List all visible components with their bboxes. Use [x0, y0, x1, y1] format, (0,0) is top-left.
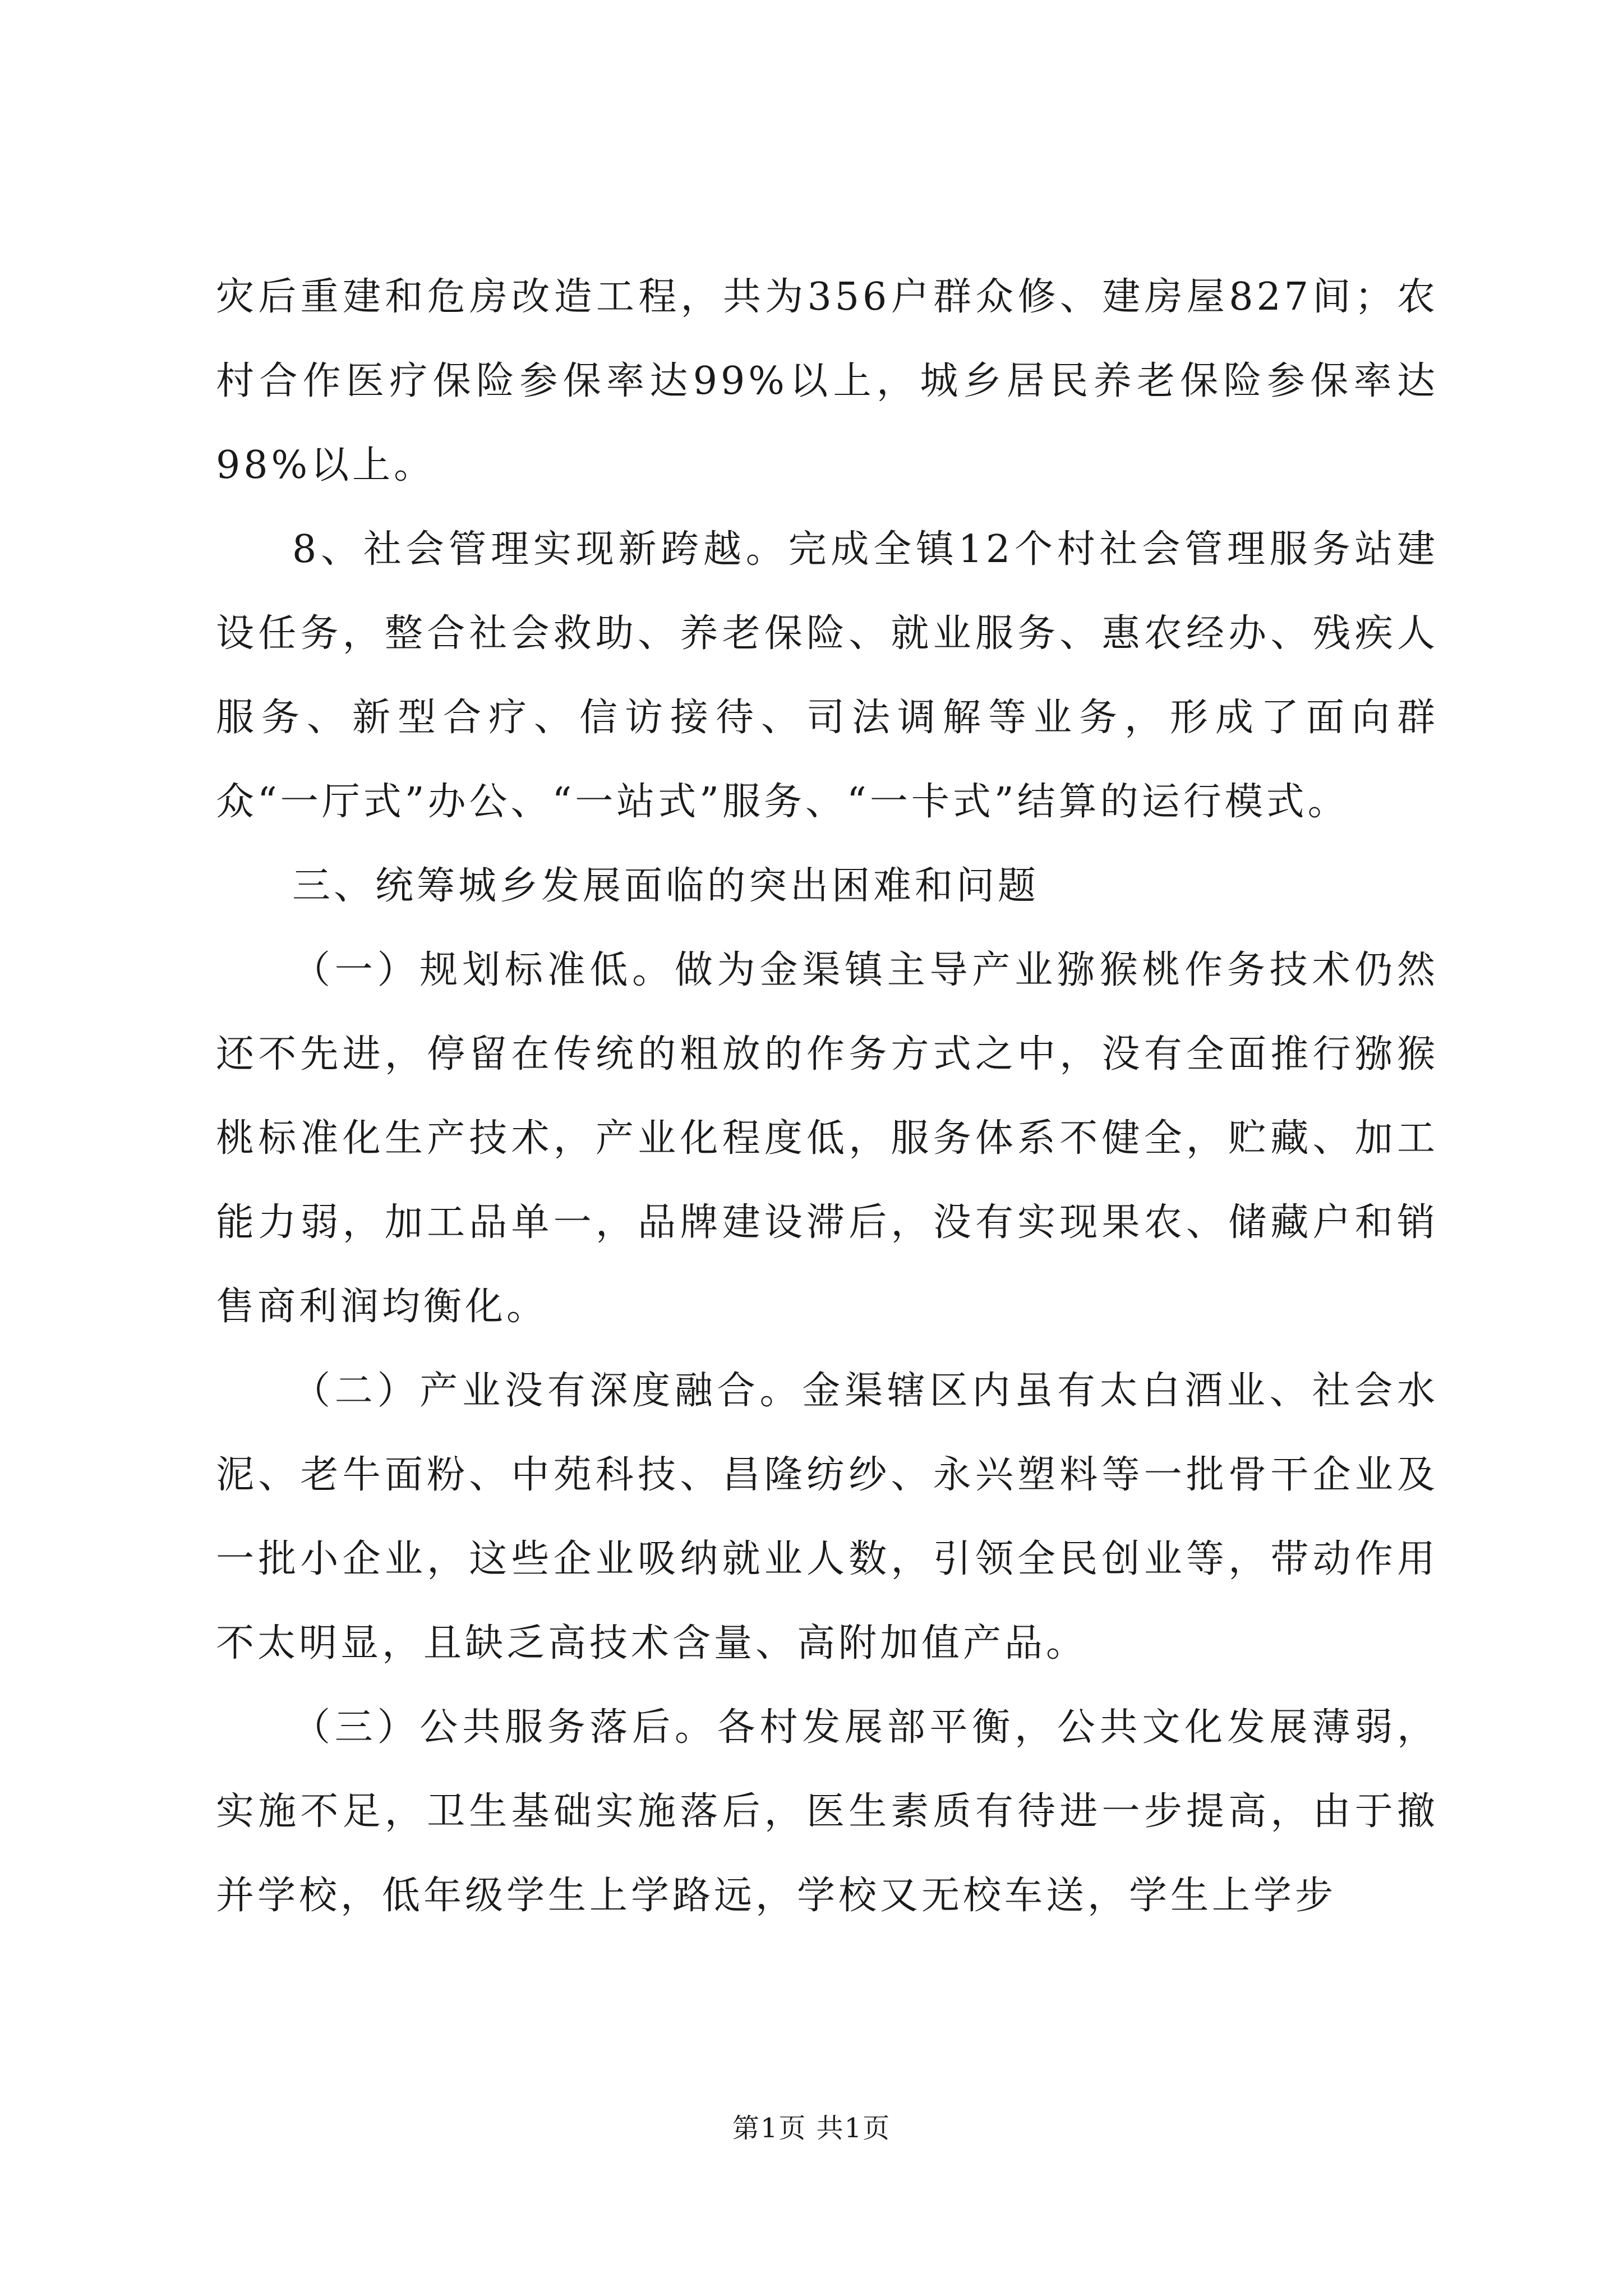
paragraph-public-services: （三）公共服务落后。各村发展部平衡，公共文化发展薄弱，实施不足，卫生基础实施落后，医生素质有待进一步提高，由于撤并学校，低年级学生上学路远，学校又无校车送，学生上学步 — [216, 1705, 1438, 1918]
paragraph-industry-integration: （二）产业没有深度融合。金渠辖区内虽有太白酒业、社会水泥、老牛面粉、中苑科技、昌隆纺纱、永兴塑料等一批骨干企业及一批小企业，这些企业吸纳就业人数，引领全民创业等，带动作用不太明显，且缺乏高技术含量、高附加值产品。 — [216, 1369, 1438, 1665]
document-body — [216, 255, 1438, 1938]
paragraph-social-management: 8、社会管理实现新跨越。完成全镇12个村社会管理服务站建设任务，整合社会救助、养老保险、就业服务、惠农经办、残疾人服务、新型合疗、信访接待、司法调解等业务，形成了面向群众“一厅式”办公、“一站式”服务、“一卡式”结算的运行模式。 — [216, 527, 1438, 824]
paragraph-reconstruction-stats: 灾后重建和危房改造工程，共为356户群众修、建房屋827间；农村合作医疗保险参保率达99%以上，城乡居民养老保险参保率达98%以上。 — [216, 275, 1438, 487]
paragraph-planning-standards: （一）规划标准低。做为金渠镇主导产业猕猴桃作务技术仍然还不先进，停留在传统的粗放的作务方式之中，没有全面推行猕猴桃标准化生产技术，产业化程度低，服务体系不健全，贮藏、加工能力弱，加工品单一，品牌建设滞后，没有实现果农、储藏户和销售商利润均衡化。 — [216, 948, 1438, 1329]
section-heading-problems: 三、统筹城乡发展面临的突出困难和问题 — [292, 864, 1040, 908]
page-footer: 第1页 共1页 — [732, 2113, 891, 2144]
